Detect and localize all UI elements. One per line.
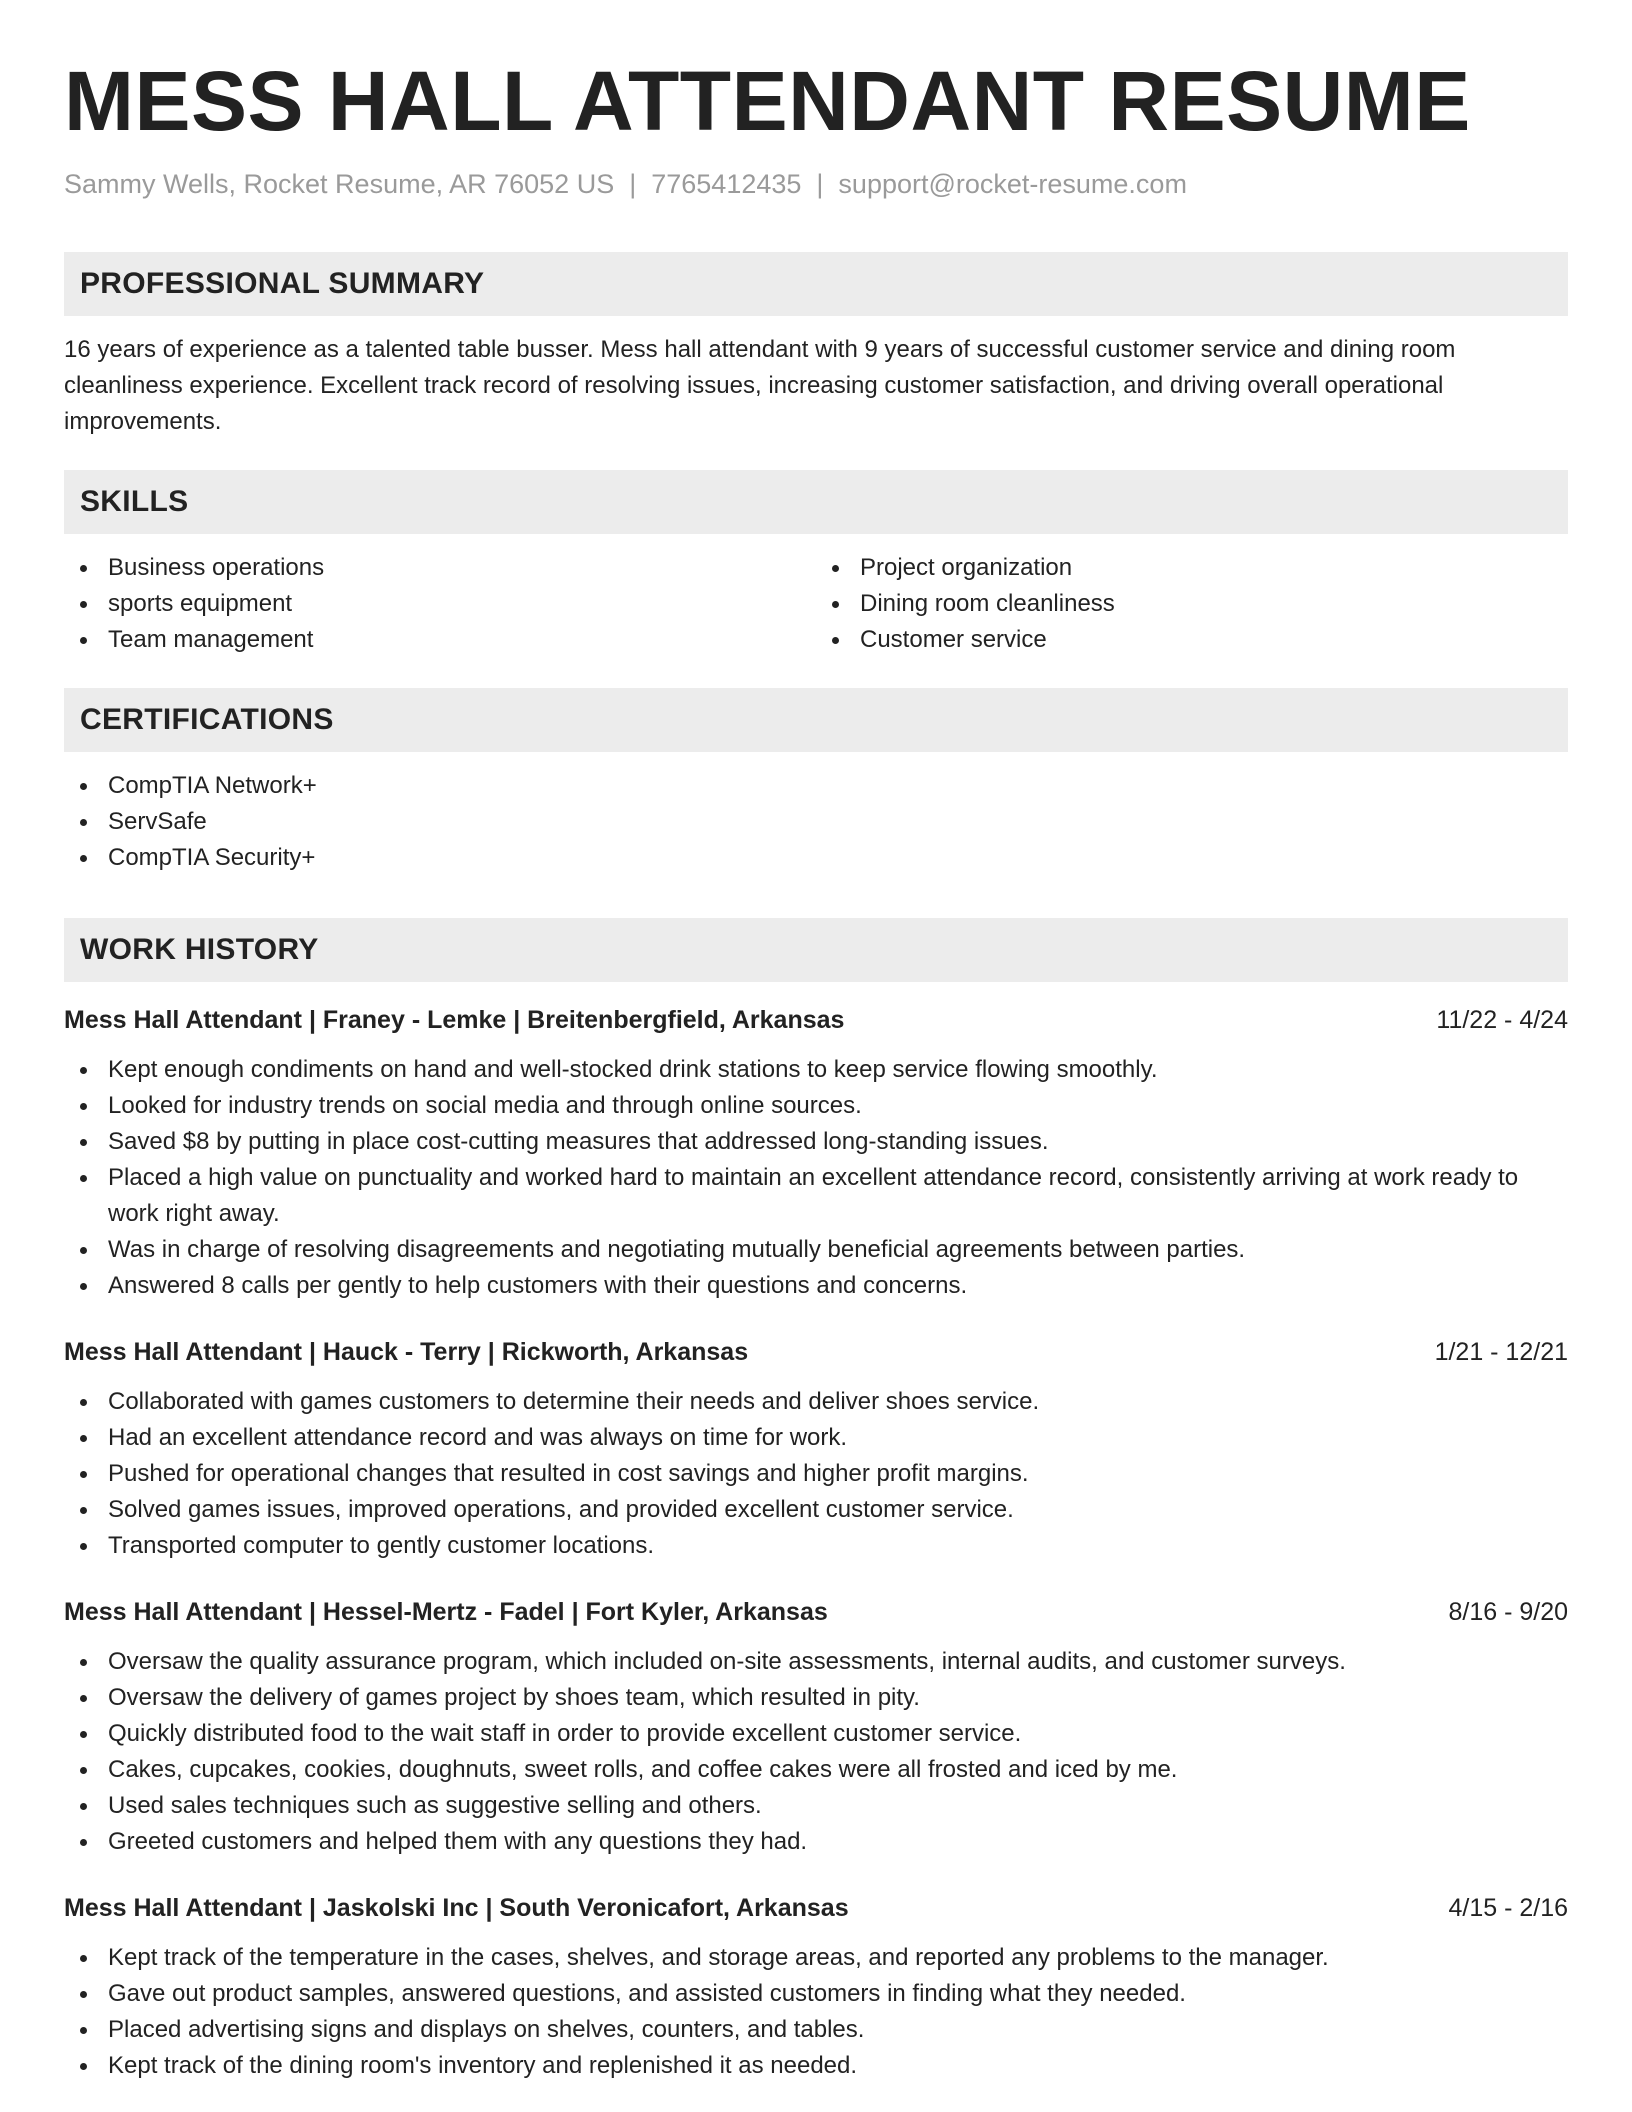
contact-phone: 7765412435 [651, 169, 802, 199]
job-bullet: Kept enough condiments on hand and well-stocked drink stations to keep service flowing smoothly. [64, 1052, 1568, 1088]
job-bullet: Gave out product samples, answered questions, and assisted customers in finding what they needed. [64, 1976, 1568, 2012]
job-bullet: Saved $8 by putting in place cost-cutting measures that addressed long-standing issues. [64, 1124, 1568, 1160]
certification-item: CompTIA Security+ [64, 840, 1568, 876]
contact-email: support@rocket-resume.com [838, 169, 1187, 199]
certification-item: ServSafe [64, 804, 1568, 840]
job-entry [64, 1334, 1568, 1564]
job-bullets [64, 1940, 1568, 2084]
certifications-list [64, 768, 1568, 876]
job-dates: 1/21 - 12/21 [1434, 1338, 1568, 1366]
job-bullet: Oversaw the delivery of games project by shoes team, which resulted in pity. [64, 1680, 1568, 1716]
job-title: Mess Hall Attendant | Jaskolski Inc | South Veronicafort, Arkansas [64, 1894, 849, 1922]
job-header [64, 1890, 1568, 1926]
skills-list-left [64, 550, 816, 658]
skill-item: Team management [64, 622, 816, 658]
job-entry [64, 1594, 1568, 1860]
job-header [64, 1594, 1568, 1630]
job-entry [64, 1002, 1568, 1304]
skill-item: Project organization [816, 550, 1568, 586]
summary-text: 16 years of experience as a talented table busser. Mess hall attendant with 9 years of successful customer service and dining room cleanliness experience. Excellent track record of resolving issues, increasing customer satisfaction, and driving overall operational improvements. [64, 336, 1456, 435]
job-bullet: Answered 8 calls per gently to help customers with their questions and concerns. [64, 1268, 1568, 1304]
skills-column-right [816, 550, 1568, 658]
job-bullet: Placed advertising signs and displays on shelves, counters, and tables. [64, 2012, 1568, 2048]
job-bullets [64, 1384, 1568, 1564]
job-dates: 8/16 - 9/20 [1448, 1598, 1568, 1626]
job-bullet: Was in charge of resolving disagreements and negotiating mutually beneficial agreements between parties. [64, 1232, 1568, 1268]
job-bullet: Had an excellent attendance record and was always on time for work. [64, 1420, 1568, 1456]
resume-title: MESS HALL ATTENDANT RESUME [64, 54, 1471, 148]
job-bullet: Kept track of the dining room's inventory and replenished it as needed. [64, 2048, 1568, 2084]
job-bullet: Pushed for operational changes that resulted in cost savings and higher profit margins. [64, 1456, 1568, 1492]
job-bullet: Kept track of the temperature in the cases, shelves, and storage areas, and reported any problems to the manager. [64, 1940, 1568, 1976]
section-header-certifications: CERTIFICATIONS [64, 688, 1568, 752]
contact-line [64, 166, 1568, 202]
skill-item: Customer service [816, 622, 1568, 658]
job-bullet: Transported computer to gently customer locations. [64, 1528, 1568, 1564]
job-title: Mess Hall Attendant | Hessel-Mertz - Fadel | Fort Kyler, Arkansas [64, 1598, 828, 1626]
job-header [64, 1334, 1568, 1370]
skills-column-left [64, 550, 816, 658]
job-bullets [64, 1644, 1568, 1860]
skills-list-right [816, 550, 1568, 658]
job-title: Mess Hall Attendant | Hauck - Terry | Rickworth, Arkansas [64, 1338, 749, 1366]
contact-separator: | [629, 169, 637, 199]
job-bullet: Collaborated with games customers to determine their needs and deliver shoes service. [64, 1384, 1568, 1420]
job-bullet: Used sales techniques such as suggestive selling and others. [64, 1788, 1568, 1824]
job-header [64, 1002, 1568, 1038]
contact-separator: | [816, 169, 824, 199]
job-entry [64, 1890, 1568, 2084]
job-bullet: Oversaw the quality assurance program, which included on-site assessments, internal audits, and customer surveys. [64, 1644, 1568, 1680]
job-bullet: Placed a high value on punctuality and worked hard to maintain an excellent attendance record, consistently arriving at work ready to work right away. [64, 1160, 1568, 1232]
section-header-skills: SKILLS [64, 470, 1568, 534]
job-bullet: Looked for industry trends on social media and through online sources. [64, 1088, 1568, 1124]
skills-grid [64, 550, 1568, 658]
job-bullet: Quickly distributed food to the wait staff in order to provide excellent customer service. [64, 1716, 1568, 1752]
job-bullet: Solved games issues, improved operations, and provided excellent customer service. [64, 1492, 1568, 1528]
skill-item: Business operations [64, 550, 816, 586]
job-dates: 4/15 - 2/16 [1448, 1894, 1568, 1922]
job-bullet: Greeted customers and helped them with any questions they had. [64, 1824, 1568, 1860]
skill-item: Dining room cleanliness [816, 586, 1568, 622]
section-header-work-history: WORK HISTORY [64, 918, 1568, 982]
skill-item: sports equipment [64, 586, 816, 622]
section-header-summary: PROFESSIONAL SUMMARY [64, 252, 1568, 316]
contact-address: Sammy Wells, Rocket Resume, AR 76052 US [64, 169, 615, 199]
job-dates: 11/22 - 4/24 [1436, 1006, 1568, 1034]
certification-item: CompTIA Network+ [64, 768, 1568, 804]
job-bullet: Cakes, cupcakes, cookies, doughnuts, sweet rolls, and coffee cakes were all frosted and iced by me. [64, 1752, 1568, 1788]
job-title: Mess Hall Attendant | Franey - Lemke | Breitenbergfield, Arkansas [64, 1006, 845, 1034]
job-bullets [64, 1052, 1568, 1304]
